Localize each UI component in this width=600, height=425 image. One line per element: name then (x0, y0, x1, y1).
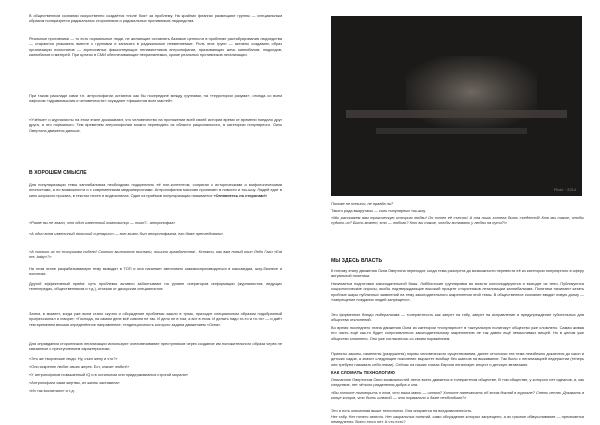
photo-shape (346, 110, 567, 118)
paragraph: Во время последнего этапа движения Окна из категории «популярное» в «актуальную политику» общество уже сломлено. Самая живая его часть ещё как-то будет сопротивляться законодательному закреплению не так давно ещё немыслимых вещей. Но в целом уже общество сломлено. Оно уже согласилось со своим поражением. (331, 325, 584, 341)
list-item: «Это же творческие люди. Ну, съел жену и что?» (29, 356, 118, 361)
right-column (302, 0, 600, 424)
section-heading: МЫ ЗДЕСЬ ВЛАСТЬ (331, 258, 383, 264)
paragraph: В общественном сознании искусственно создаётся «поле боя» за проблему. На крайних флангах размещают группы — специальным образом поляризуется радикальных сторонников и радикальных противников людоедства. (29, 13, 282, 24)
paragraph: «Учёные» и журналисты на этом этапе доказывают, что человечество на протяжении всей своей истории время от времени поедало друг друга, и это нормально. Тем временем антропофилии можно переводить из области рационального, в категорию популярного. Окно Овертона движется дальше. (29, 117, 282, 133)
list-item: «Их так воспитали» и т.д. (29, 388, 75, 393)
quote: «А сколько их по психушкам сидело! Сколько миллионов выслали, лишили гражданства!.. Кстати, как вам новый клип Леди Гаги «Eat me, baby»?» (29, 249, 282, 260)
article-photo (331, 16, 582, 196)
quote: «Вы хотите поговорить о том, что ваша мать — шлюха? Хотите напечатать об этом доклад в журнале? Спеть песню. Доказать в конце концов, что быть шлюхой — это нормально и даже необходимо?» (331, 390, 584, 401)
list-item: «У антропофагов повышенный IQ и в остальном они придерживаются строгой морали» (29, 372, 189, 377)
caption: Такого рода выкрутасы — соль популярных ток-шоу. (331, 208, 426, 213)
emphasis: «Оглянитесь по сторонам!» (213, 192, 268, 198)
paragraph: К пятому этапу движения Окна Овертона переходят, когда тема разогрета до возможности перевести её из категории популярного в сферу актуальной политики. (331, 268, 584, 279)
paragraph: При таком раскладе сами т.н. антропофагии остаются как бы посередине между группами, на «территории разума», отсюда со всем пафосом «здравомыслия и человечности» осуждают «фашистов всех мастей». (29, 93, 282, 104)
quote: «А один всем известный польский сценарист — всю жизнь был антропофагом, его даже преследовали» (29, 231, 224, 236)
caption: Похоже не тезисы, не правда ли? (331, 201, 394, 206)
paragraph: Другой эффективный приём: суть проблемы активно забалтывают на уровне операторов информации (журналистов, ведущих телепередач, общественников и т.д.), отсекая от дискуссии специалистов. (29, 281, 282, 292)
caption-quote: «Мы расскажем вам трагическую историю любви! Он хотел её съесть! А она лишь хотела быть съеденной! Кто мы такие, чтобы судить их? Быть может, это — любовь? Кто вы такие, чтобы вставать у любви на пути?!» (331, 215, 584, 226)
paragraph: Это и есть описанная выше технология. Она опирается на вседозволенность. (331, 408, 473, 413)
paragraph (29, 182, 282, 198)
left-column (0, 0, 298, 424)
paragraph: Затем, в момент, когда уже всем стало скучно и обсуждение проблемы зашло в тупик, приходит специальным образом подобранный профессионал и говорит: «Господа, на самом деле всё совсем не так. И дело не в том, а вот в этом. И делать надо то-то и то-то» — и даёт тем временем весьма определённое направление, тенденциозность которого задана движением «Окна». (29, 311, 282, 327)
paragraph: Приняты законы, изменены (разрушены) нормы человеческого существования, далее отголоски эта тема неизбежно докатится до школ и детских садов, а значит следующее поколение вырастет вообще без шансов на выживание. Так было с легализацией педерастии (теперь они требуют называть себя геями). Сейчас на наших глазах Европа легализует инцест и детскую эвтаназию. (331, 351, 584, 367)
photo-shape (376, 128, 527, 134)
paragraph: Для оправдания сторонников легализации используют очеловечивание преступников через создание им положительного образа через не связанные с преступлением характеристики. (29, 341, 282, 352)
paragraph: Начинается подготовка законодательной базы. Лоббистские группировки во власти консолидируются и выходят из тени. Публикуются социологические опросы, якобы подтверждающие высокий процент сторонников легализации каннибализма. Политики начинают катать пробные шары публичных заявлений на тему законодательного закрепления этой темы. В общественное сознание вводят новую догму — «запрещение поедания людей запрещено». (331, 281, 584, 303)
section-heading: В ХОРОШЕМ СМЫСЛЕ (29, 170, 87, 176)
list-item: «Они искренне любят своих жертв. Ест, значит любит!» (29, 364, 130, 369)
photo-watermark: Flickr · 2014 (553, 187, 576, 192)
paragraph: Это фирменное блюдо либерализма — толерантность как запрет на табу, запрет на исправление и предупреждение губительных для общества отклонений. (331, 312, 584, 323)
paragraph: На этом этапе разрабатываемую тему выводят в ТОП и она начинает автономно самовоспроизводиться в массмедиа, шоу-бизнесе и политике. (29, 266, 282, 277)
list-item: «Антропофаги сами жертвы, их жизнь заставила» (29, 380, 120, 385)
section-heading: КАК СЛОМАТЬ ТЕХНОЛОГИЮ (331, 370, 395, 375)
paragraph: Описанное Овертоном Окно возможностей легче всего движется в толерантном обществе. В том обществе, у которого нет идеалов, и, как следствие, нет чёткого разделения добра и зла. (331, 377, 584, 388)
paragraph: Нет табу. Нет ничего святого. Нет сакральных понятий, само обсуждение которых запрещено, а их грязное обмусоливание — пресекается немедленно. Всего этого нет. А что есть? (331, 414, 584, 425)
quote: «Разве вы не знали, что один известный композитор — того?.. антропофаг» (29, 220, 176, 225)
paragraph-text: Для популяризации темы каннибализма необходимо подкреплять её поп-контентом, сопрягая с историческими и мифологическими личностями, а по возможности и с современными медиаперсонами. Антропофилия массово проникает в новости и ток-шоу. Людей едят в кино широкого проката, в текстах песен и видеоклипах. Один из приёмов популяризации называется (29, 182, 282, 198)
paragraph: Реальные противники — то есть нормальные люди, не желающие оставлять базовые ценности в проблеме растабуирования людоедства — стараются упаковать вместе с группами и записать в радикальные невменяемые. Роль этих групп — активно создавать образ организации психопатов — агрессивных фашиствующих ненавистников антропофагии, призывающих жечь каннибалов, людоедов, каннибалов и матерей. При цитаты в СМИ обеспечивающие неприемлемых, кроме реальных противников легализации. (29, 36, 282, 58)
